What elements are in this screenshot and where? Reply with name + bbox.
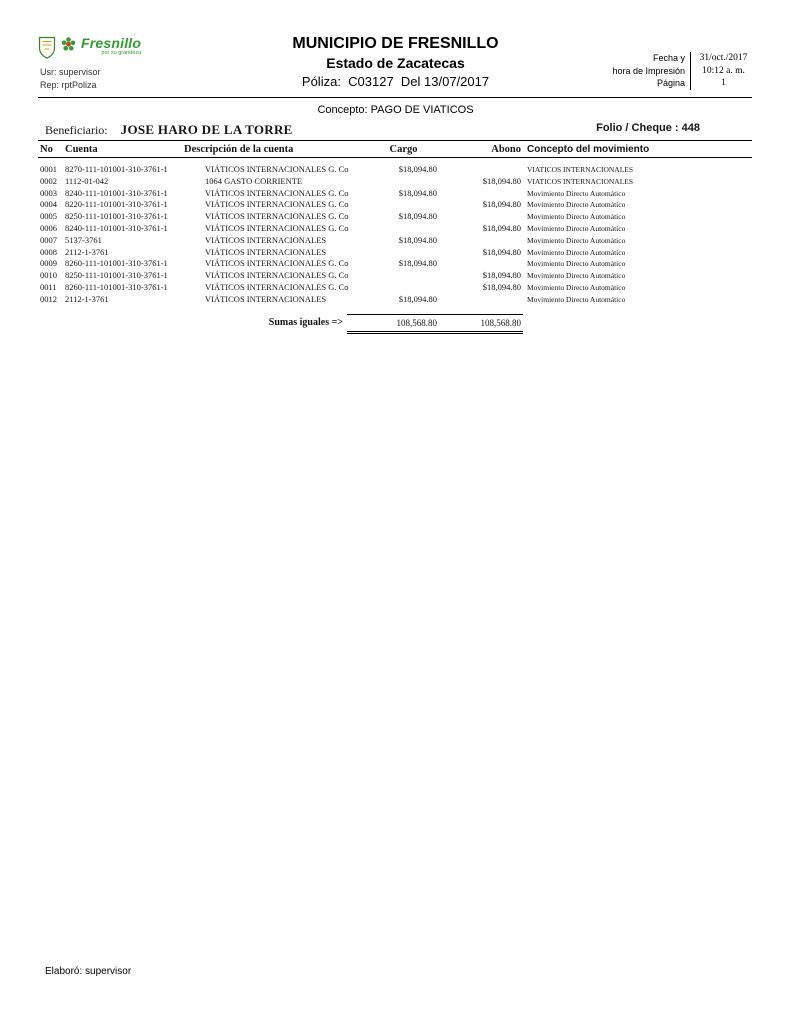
- cell-abono: $18,094.80: [482, 199, 521, 210]
- cell-concepto: Movimiento Directo Automático: [527, 259, 626, 269]
- cell-abono: [437, 258, 521, 270]
- cell-no: 0004: [40, 199, 57, 210]
- cell-cargo: $18,094.80: [398, 258, 437, 269]
- print-date-label-1: Fecha y: [652, 53, 685, 63]
- cell-abono: $18,094.80: [482, 175, 521, 186]
- cell-desc: VIÁTICOS INTERNACIONALES G. Co: [205, 187, 349, 198]
- cell-cuenta: 5137-3761: [65, 234, 102, 245]
- table-row: [38, 211, 752, 223]
- cell-concepto: VIATICOS INTERNACIONALES: [527, 165, 634, 174]
- sumas-iguales-label: Sumas iguales =>: [268, 317, 343, 328]
- cell-cargo: $18,094.80: [398, 293, 437, 304]
- table-row: [38, 270, 752, 282]
- cell-concepto: VIATICOS INTERNACIONALES: [527, 176, 634, 186]
- cell-concepto: Movimiento Directo Automático: [527, 212, 626, 222]
- beneficiario-name: JOSE HARO DE LA TORRE: [120, 122, 293, 137]
- cell-cuenta: 2112-1-3761: [65, 293, 109, 304]
- cell-abono: $18,094.80: [482, 270, 521, 281]
- table-header: [38, 140, 752, 158]
- cell-cargo: $18,094.80: [398, 164, 437, 174]
- elaboro-label: Elaboró: supervisor: [45, 966, 132, 977]
- header-divider: [38, 97, 752, 98]
- cell-concepto: Movimiento Directo Automático: [527, 235, 626, 245]
- beneficiario-row: [45, 121, 752, 137]
- cell-cargo: [370, 282, 437, 294]
- cell-desc: VIÁTICOS INTERNACIONALES: [205, 246, 327, 257]
- cell-no: 0001: [40, 164, 57, 174]
- cell-cuenta: 8250-111-101001-310-3761-1: [65, 270, 168, 281]
- report-label: Rep: rptPoliza: [40, 80, 97, 90]
- user-label: Usr: supervisor: [40, 67, 101, 77]
- table-row: [38, 258, 752, 270]
- page-title: MUNICIPIO DE FRESNILLO: [292, 35, 499, 52]
- cell-cuenta: 8240-111-101001-310-3761-1: [65, 222, 168, 233]
- cell-no: 0009: [40, 258, 57, 269]
- cell-concepto: Movimiento Directo Automático: [527, 200, 626, 210]
- cell-desc: 1064 GASTO CORRIENTE: [205, 175, 303, 186]
- cell-abono: $18,094.80: [482, 222, 521, 233]
- cell-no: 0012: [40, 293, 57, 304]
- cell-cargo: [370, 247, 437, 259]
- col-header-cuenta: Cuenta: [65, 143, 98, 155]
- cell-no: 0010: [40, 270, 57, 281]
- cell-desc: VIÁTICOS INTERNACIONALES G. Co: [205, 281, 349, 292]
- col-header-concepto: Concepto del movimiento: [527, 143, 650, 155]
- cell-concepto: Movimiento Directo Automático: [527, 271, 626, 281]
- cell-desc: VIÁTICOS INTERNACIONALES G. Co: [205, 222, 349, 233]
- cell-cargo: [370, 270, 437, 282]
- table-row: [38, 282, 752, 294]
- print-date-label-2: hora de Impresión: [612, 65, 685, 76]
- col-header-cargo: Cargo: [389, 143, 418, 155]
- col-header-abono: Abono: [491, 143, 521, 155]
- table-body: [38, 164, 752, 306]
- cell-cuenta: 8220-111-101001-310-3761-1: [65, 199, 168, 210]
- cell-cargo: $18,094.80: [398, 211, 437, 222]
- col-header-descripcion: Descripción de la cuenta: [184, 143, 294, 155]
- total-abono: 108,568.80: [480, 318, 521, 328]
- cell-no: 0011: [40, 281, 57, 292]
- table-row: [38, 199, 752, 211]
- cell-desc: VIÁTICOS INTERNACIONALES G. Co: [205, 199, 349, 210]
- cell-desc: VIÁTICOS INTERNACIONALES G. Co: [205, 164, 349, 174]
- cell-desc: VIÁTICOS INTERNACIONALES G. Co: [205, 258, 349, 269]
- cell-cargo: $18,094.80: [398, 234, 437, 245]
- cell-concepto: Movimiento Directo Automático: [527, 294, 626, 304]
- cell-no: 0006: [40, 222, 57, 233]
- totals-row: [347, 314, 523, 328]
- table-row: [38, 235, 752, 247]
- cell-desc: VIÁTICOS INTERNACIONALES: [205, 293, 327, 304]
- beneficiario-label: Beneficiario:: [45, 123, 108, 137]
- brand-name: Fresnillo: [81, 35, 142, 51]
- cell-cargo: [370, 223, 437, 235]
- page-subtitle: Estado de Zacatecas: [326, 55, 465, 71]
- cell-desc: VIÁTICOS INTERNACIONALES G. Co: [205, 211, 349, 222]
- cell-concepto: Movimiento Directo Automático: [527, 188, 626, 198]
- folio-cheque: Folio / Cheque : 448: [596, 122, 700, 134]
- cell-no: 0007: [40, 234, 57, 245]
- cell-concepto: Movimiento Directo Automático: [527, 247, 626, 257]
- totals-double-rule: [347, 331, 523, 334]
- print-info-labels: [612, 52, 690, 90]
- col-header-no: No: [40, 143, 53, 155]
- cell-abono: $18,094.80: [482, 246, 521, 257]
- cell-no: 0003: [40, 187, 57, 198]
- concepto-line: Concepto: PAGO DE VIATICOS: [317, 104, 474, 116]
- cell-cargo: $18,094.80: [398, 187, 437, 198]
- cell-abono: [437, 188, 521, 200]
- table-row: [38, 247, 752, 259]
- cell-cuenta: 8260-111-101001-310-3761-1: [65, 258, 168, 269]
- cell-abono: [437, 235, 521, 247]
- cell-desc: VIÁTICOS INTERNACIONALES: [205, 234, 327, 245]
- cell-cargo: [370, 176, 437, 188]
- print-time-value: 10:12 a. m.: [702, 65, 745, 76]
- page-number-value: 1: [721, 78, 726, 88]
- table-row: [38, 188, 752, 200]
- print-info-values: [691, 52, 751, 90]
- cell-no: 0002: [40, 175, 57, 186]
- cell-abono: $18,094.80: [482, 281, 521, 292]
- table-row: [38, 294, 752, 306]
- print-date-value: 31/oct./2017: [699, 53, 748, 63]
- print-info: [612, 52, 751, 90]
- cell-desc: VIÁTICOS INTERNACIONALES G. Co: [205, 270, 349, 281]
- cell-no: 0008: [40, 246, 57, 257]
- cell-cuenta: 8260-111-101001-310-3761-1: [65, 281, 168, 292]
- cell-abono: [437, 294, 521, 306]
- cell-cuenta: 2112-1-3761: [65, 246, 109, 257]
- cell-cuenta: 8240-111-101001-310-3761-1: [65, 187, 168, 198]
- table-row: [38, 176, 752, 188]
- cell-abono: [437, 211, 521, 223]
- table-row: [38, 164, 752, 176]
- poliza-number-line: Póliza: C03127 Del 13/07/2017: [301, 74, 490, 89]
- brand-tagline: por su grandeza: [101, 50, 142, 56]
- cell-concepto: Movimiento Directo Automático: [527, 282, 626, 292]
- cell-concepto: Movimiento Directo Automático: [527, 223, 626, 233]
- cell-cuenta: 8270-111-101001-310-3761-1: [65, 164, 168, 174]
- table-row: [38, 223, 752, 235]
- cell-cuenta: 1112-01-042: [65, 175, 109, 186]
- total-cargo: 108,568.80: [396, 318, 437, 328]
- cell-abono: [437, 164, 521, 176]
- cell-cuenta: 8250-111-101001-310-3761-1: [65, 211, 168, 222]
- page-label: Página: [656, 78, 685, 88]
- cell-no: 0005: [40, 211, 57, 222]
- cell-cargo: [370, 199, 437, 211]
